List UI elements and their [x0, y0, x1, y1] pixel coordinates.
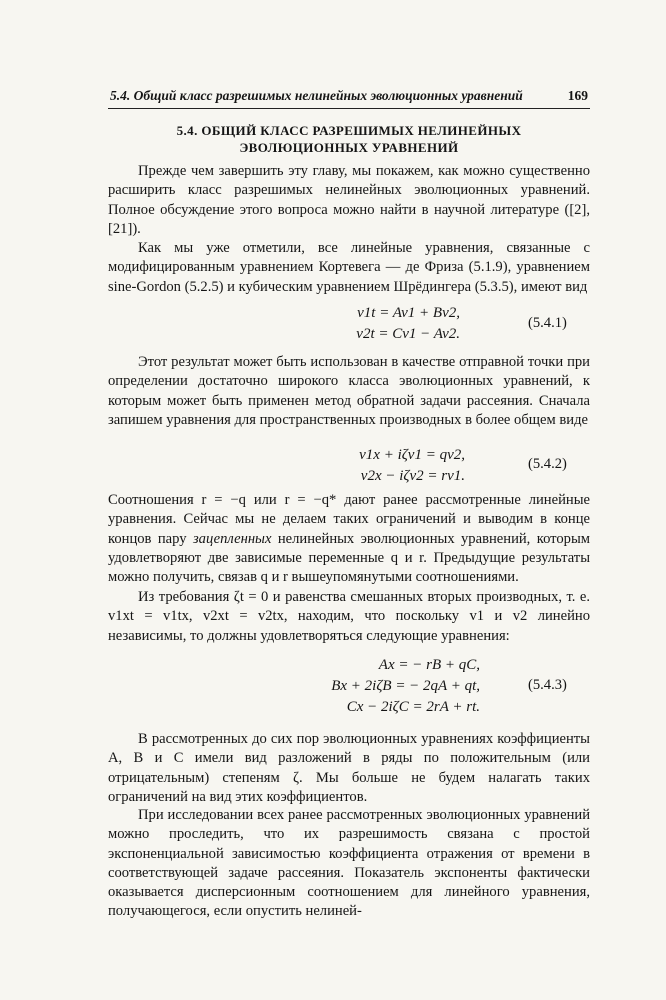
running-header [108, 86, 590, 109]
equation-number-5-4-2: (5.4.2) [528, 456, 567, 472]
equation-5-4-3-line3: Cx − 2iζC = 2rA + rt. [346, 699, 480, 715]
section-title-line1: 5.4. ОБЩИЙ КЛАСС РАЗРЕШИМЫХ НЕЛИНЕЙНЫХ [176, 123, 522, 138]
paragraph-7: При исследовании всех ранее рассмотренных эволюционных уравнений можно проследить, что их разрешимость связана с простой экспоненциальной зависимостью коэффициента отражения от времени в соответствующей задаче рассеяния. Показатель экспоненты фактически оказывается дисперсионным соотношением для линейного уравнения, получающегося, если опустить нелиней- [108, 807, 590, 920]
equation-5-4-3-line2: Bx + 2iζB = − 2qA + qt, [331, 678, 480, 694]
paragraph-6: В рассмотренных до сих пор эволюционных уравнениях коэффициенты A, B и C имели вид разложений в ряды по положительным (или отрицательным) степеням ζ. Мы больше не будем налагать таких ограничений на вид этих коэффициентов. [108, 731, 590, 805]
equation-5-4-2-line1: v1x + iζv1 = qv2, [359, 447, 465, 463]
equation-5-4-2 [295, 445, 465, 487]
equation-number-5-4-3: (5.4.3) [528, 677, 567, 693]
section-title-line2: ЭВОЛЮЦИОННЫХ УРАВНЕНИЙ [239, 140, 459, 155]
section-title [108, 122, 590, 156]
paragraph-2: Как мы уже отметили, все линейные уравнения, связанные с модифицированным уравнением Кортевега — де Фриза (5.1.9), уравнением sine-Gordon (5.2.5) и кубическим уравнением Шрёдингера (5.3.5), имеют вид [108, 240, 590, 295]
paragraph-5: Из требования ζt = 0 и равенства смешанных вторых производных, т. е. v1xt = v1tx, v2xt = v2tx, находим, что поскольку v1 и v2 линейно независимы, то должны удовлетворяться следующие уравнения: [108, 589, 590, 644]
paragraph-4-part-a: Соотношения r = −q или r = −q* дают ранее рассмотренные линейные уравнения. Сейчас мы не делаем таких ограничений и выводим в конце концов пару [108, 492, 590, 547]
paragraph-4-part-b: нелинейных эволюционных уравнений, которым удовлетворяют две зависимые переменные q и r. Предыдущие результаты можно получить, связав q и r вышеупомянутыми соотношениями. [108, 530, 591, 586]
page-number: 169 [567, 88, 588, 103]
equation-5-4-3-line1: Ax = − rB + qC, [378, 657, 480, 673]
paragraph-1: Прежде чем завершить эту главу, мы покажем, как можно существенно расширить класс разрешимых нелинейных эволюционных уравнений. Полное обсуждение этого вопроса можно найти в научной литературе ([2], [21]). [108, 163, 590, 237]
equation-5-4-1 [300, 303, 460, 345]
equation-5-4-2-line2: v2x − iζv2 = rv1. [360, 468, 465, 484]
paragraph-4-emphasis: зацепленных [192, 530, 272, 547]
equation-5-4-1-line1: v1t = Av1 + Bv2, [357, 305, 460, 321]
running-title: 5.4. Общий класс разрешимых нелинейных эволюционных уравнений [110, 88, 523, 103]
paragraph-3: Этот результат может быть использован в качестве отправной точки при определении достаточно широкого класса эволюционных уравнений, к которым может быть применен метод обратной задачи рассеяния. Сначала запишем уравнения для пространственных производных в более общем виде [108, 354, 590, 428]
equation-5-4-1-line2: v2t = Cv1 − Av2. [356, 326, 460, 342]
paragraph-4 [108, 491, 590, 587]
equation-5-4-3 [220, 655, 480, 718]
equation-number-5-4-1: (5.4.1) [528, 315, 567, 331]
